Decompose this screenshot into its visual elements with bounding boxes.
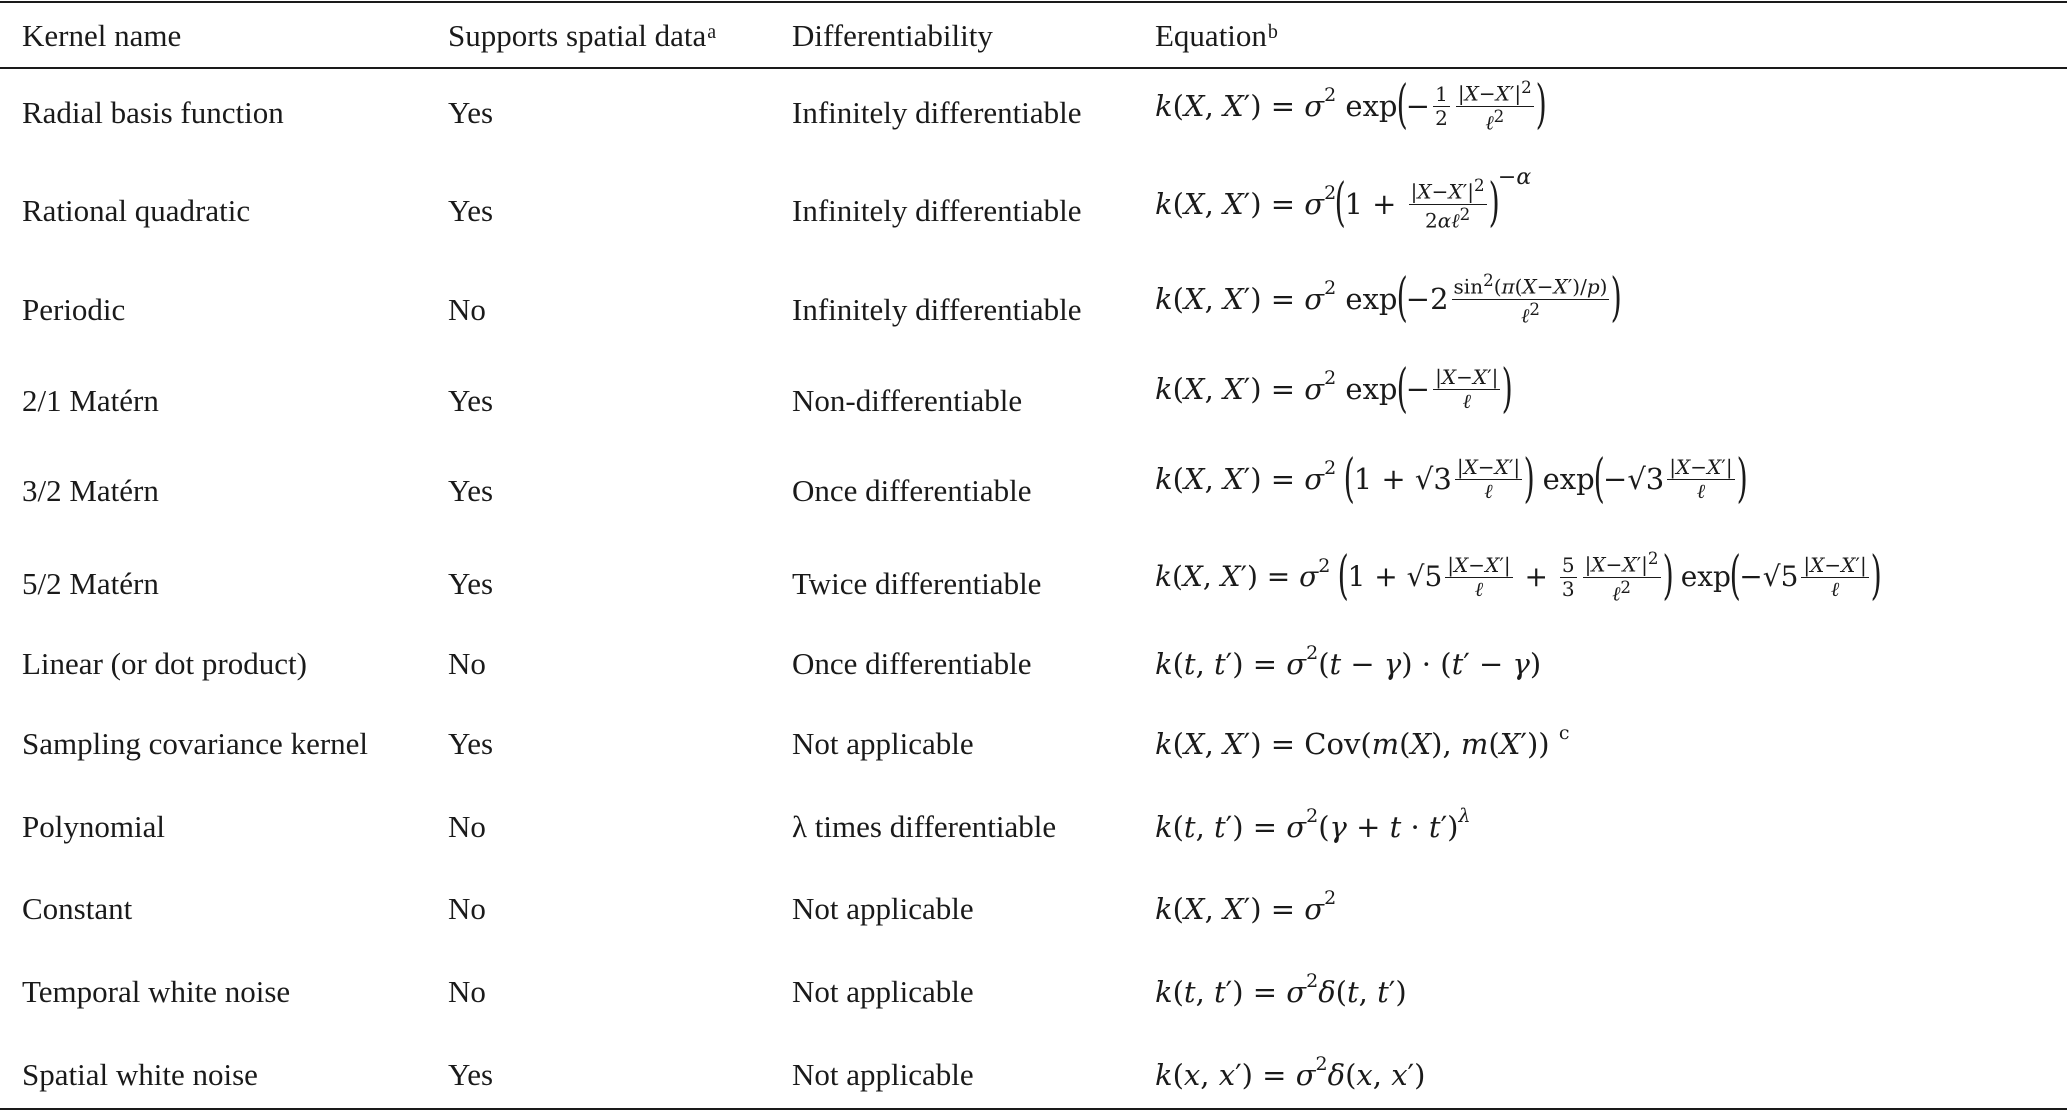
spatial-support: No bbox=[448, 809, 486, 844]
equation bbox=[1155, 642, 1542, 681]
spatial-support: No bbox=[448, 292, 486, 327]
kernel-name: Rational quadratic bbox=[22, 193, 251, 228]
differentiability: Not applicable bbox=[792, 726, 974, 761]
differentiability: Non-differentiable bbox=[792, 383, 1023, 418]
equation bbox=[1155, 358, 1514, 419]
equation bbox=[1155, 887, 1337, 926]
spatial-support: Yes bbox=[448, 726, 494, 761]
equation bbox=[1155, 268, 1623, 329]
kernel-name: 5/2 Matérn bbox=[22, 566, 159, 601]
equation bbox=[1155, 1053, 1426, 1092]
spatial-support: Yes bbox=[448, 383, 494, 418]
differentiability: Not applicable bbox=[792, 1057, 974, 1092]
header-equation: Equation$^b$ bbox=[1155, 18, 1278, 53]
equation-matern-21: k ( X , X ′) = σ 2 exp ( − $\frac{|X-X'|}{\text{ℓ}}$ ) bbox=[1155, 358, 1514, 419]
kernel-name: Temporal white noise bbox=[22, 974, 291, 1009]
kernel-name: 2/1 Matérn bbox=[22, 383, 159, 418]
differentiability: Once differentiable bbox=[792, 473, 1032, 508]
spatial-support: Yes bbox=[448, 1057, 494, 1092]
kernel-name: Sampling covariance kernel bbox=[22, 726, 369, 761]
footnote-marker-b: b bbox=[1267, 21, 1278, 43]
kernel-name: Radial basis function bbox=[22, 95, 284, 130]
equation-spatial-white-noise: k ( x , x ′) = σ 2 δ ( x , x ′) bbox=[1155, 1053, 1426, 1092]
equation-constant: k ( X , X ′) = σ 2 bbox=[1155, 887, 1337, 926]
equation bbox=[1155, 546, 1882, 607]
equation-sampling-covariance: k ( X , X ′) = Cov( m ( X ), m ( X ′)) c bbox=[1155, 722, 1570, 761]
differentiability: λ times differentiable bbox=[792, 809, 1057, 844]
equation-periodic: k ( X , X ′) = σ 2 exp ( −2 $\frac{\sin^2(\pi(X-X')/p)}{\ell^2}$ ) bbox=[1155, 268, 1623, 329]
differentiability: Infinitely differentiable bbox=[792, 193, 1082, 228]
kernel-name: Periodic bbox=[22, 292, 126, 327]
header-differentiability: Differentiability bbox=[792, 18, 993, 53]
spatial-support: Yes bbox=[448, 95, 494, 130]
spatial-support: No bbox=[448, 891, 486, 926]
equation bbox=[1155, 448, 1748, 509]
kernel-name: Polynomial bbox=[22, 809, 165, 844]
equation-matern-32: k ( X , X ′) = σ 2 ( 1 + √3 $\frac{|X-X'|}{\text{ℓ}}$ ) exp ( −√3 $\frac{|X-X'|}{\text{ℓ}}$ ) bbox=[1155, 448, 1748, 509]
header-spatial: Supports spatial data$^a$ bbox=[448, 18, 717, 53]
equation-rbf: k ( X , X ′) = σ 2 exp ( − $\frac{1}{2}$ $\frac{|X-X'|^2}{\ell^2}$ ) bbox=[1155, 75, 1547, 136]
differentiability: Not applicable bbox=[792, 974, 974, 1009]
equation-matern-52: k ( X , X ′) = σ 2 ( 1 + √5 $\frac{|X-X'|}{\text{ℓ}}$ + $\frac{5}{3}$ $\frac{|X-X'|^2}{\ell^2}$ ) exp ( −√5 $\frac{|X-X'|}{\text{ℓ}}$ ) bbox=[1155, 546, 1882, 607]
equation-linear: k ( t , t ′) = σ 2 ( t − γ ) · ( t ′ − γ ) bbox=[1155, 642, 1542, 681]
equation-rational-quadratic: k ( X , X ′) = σ 2 ( 1 + $\frac{|X-X'|^2}{2\alpha\ell^2}$ ) −α bbox=[1155, 165, 1532, 234]
differentiability: Not applicable bbox=[792, 891, 974, 926]
kernel-name: Spatial white noise bbox=[22, 1057, 258, 1092]
equation bbox=[1155, 970, 1407, 1009]
kernel-name: Linear (or dot product) bbox=[22, 646, 307, 681]
kernel-name: 3/2 Matérn bbox=[22, 473, 159, 508]
spatial-support: Yes bbox=[448, 193, 494, 228]
spatial-support: Yes bbox=[448, 473, 494, 508]
equation-temporal-white-noise: k ( t , t ′) = σ 2 δ ( t , t ′) bbox=[1155, 970, 1407, 1009]
differentiability: Once differentiable bbox=[792, 646, 1032, 681]
table-top-rule bbox=[0, 1, 2067, 3]
kernel-name: Constant bbox=[22, 891, 133, 926]
differentiability: Infinitely differentiable bbox=[792, 95, 1082, 130]
equation bbox=[1155, 75, 1547, 136]
header-kernel-name: Kernel name bbox=[22, 18, 182, 53]
spatial-support: No bbox=[448, 974, 486, 1009]
footnote-marker-c: c bbox=[1558, 722, 1570, 744]
footnote-marker-a: a bbox=[707, 21, 717, 43]
equation bbox=[1155, 805, 1471, 844]
table-header-rule bbox=[0, 67, 2067, 69]
differentiability: Infinitely differentiable bbox=[792, 292, 1082, 327]
equation bbox=[1155, 722, 1570, 761]
equation bbox=[1155, 165, 1532, 234]
differentiability: Twice differentiable bbox=[792, 566, 1042, 601]
spatial-support: Yes bbox=[448, 566, 494, 601]
spatial-support: No bbox=[448, 646, 486, 681]
equation-polynomial: k ( t , t ′) = σ 2 ( γ + t · t ′) λ bbox=[1155, 805, 1471, 844]
table-bottom-rule bbox=[0, 1108, 2067, 1110]
